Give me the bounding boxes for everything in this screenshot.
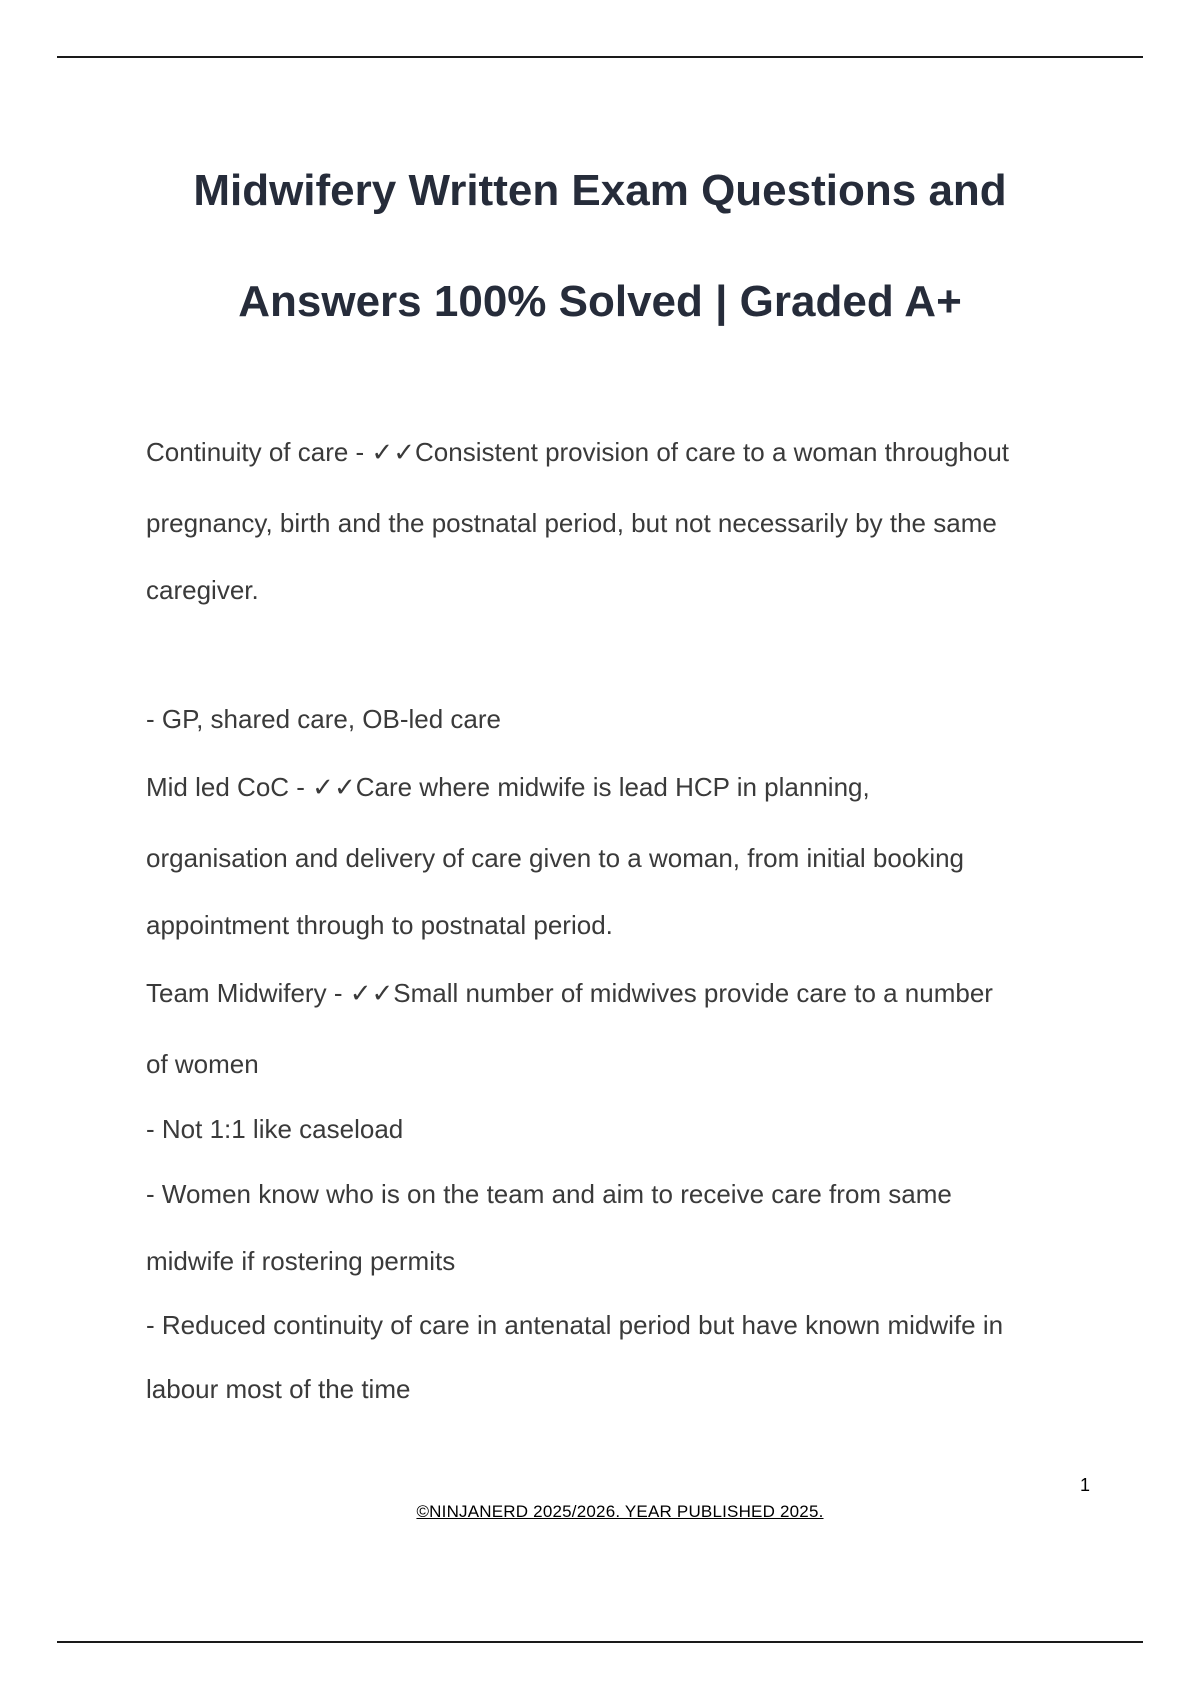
text-line: midwife if rostering permits [146,1246,456,1276]
title-line-2: Answers 100% Solved | Graded A+ [238,277,962,326]
text-line: - GP, shared care, OB-led care [146,704,502,734]
text-line: caregiver. [146,575,259,605]
text-line: Team Midwifery - ✓✓Small number of midwives provide care to a number [146,978,993,1008]
text-line: Mid led CoC - ✓✓Care where midwife is lead HCP in planning, [146,772,870,802]
text-line: - Women know who is on the team and aim to receive care from same [146,1179,952,1209]
text-line: appointment through to postnatal period. [146,910,613,940]
top-divider [57,56,1143,58]
footer-copyright: ©NINJANERD 2025/2026. YEAR PUBLISHED 2025. [416,1502,824,1521]
text-line: labour most of the time [146,1374,411,1404]
text-line: pregnancy, birth and the postnatal period, but not necessarily by the same [146,508,997,538]
text-line: Continuity of care - ✓✓Consistent provision of care to a woman throughout [146,437,1010,467]
text-line: of women [146,1049,259,1079]
page-number: 1 [1079,1475,1090,1495]
bottom-divider [57,1641,1143,1643]
text-line: - Reduced continuity of care in antenatal period but have known midwife in [146,1310,1004,1340]
title-line-1: Midwifery Written Exam Questions and [193,166,1007,215]
document-title [100,135,1100,357]
text-line: organisation and delivery of care given to a woman, from initial booking [146,843,965,873]
text-line: - Not 1:1 like caseload [146,1114,404,1144]
